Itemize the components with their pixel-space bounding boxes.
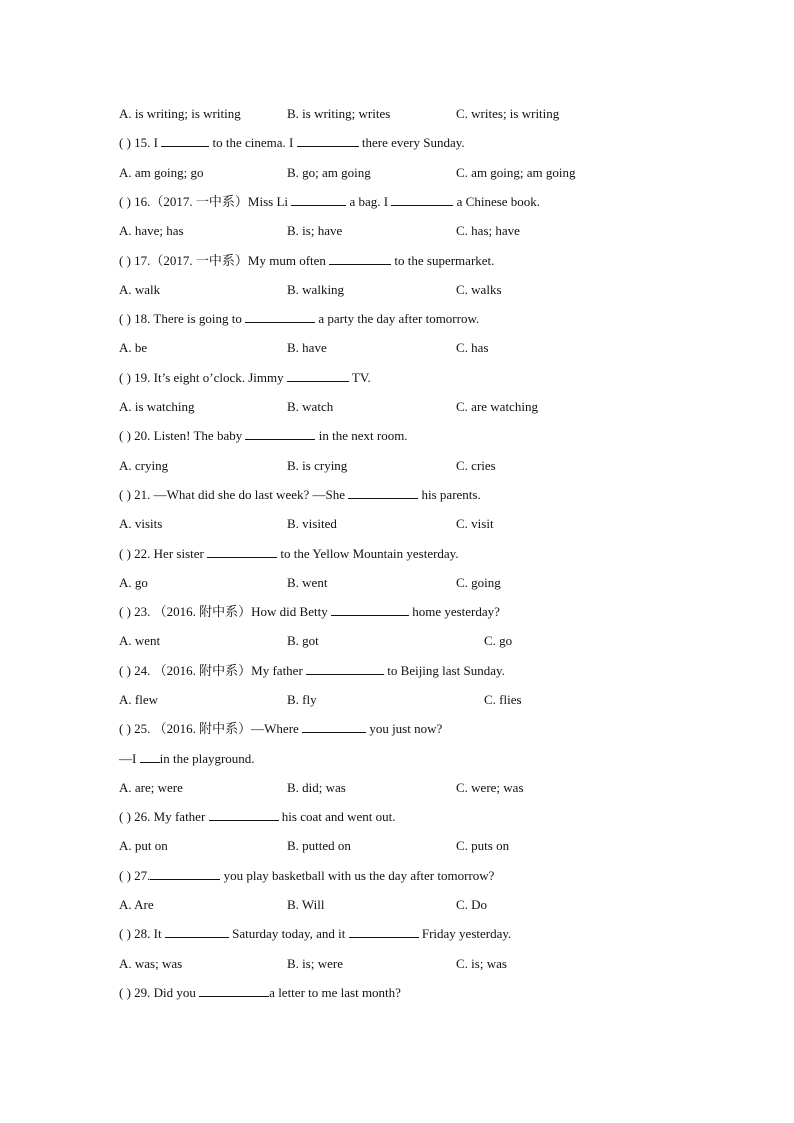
answer-blank[interactable]	[306, 662, 384, 675]
question-prompt	[119, 368, 371, 388]
prompt-text: a party the day after tomorrow.	[315, 311, 480, 326]
options-21	[0, 514, 794, 534]
option-c: C. is; was	[456, 956, 507, 971]
question-17	[0, 251, 794, 271]
options-23	[0, 631, 794, 651]
question-26	[0, 807, 794, 827]
option-a: A. went	[119, 633, 161, 648]
options-26	[0, 836, 794, 856]
options-14	[0, 104, 794, 124]
options-25	[0, 778, 794, 798]
options-28	[0, 954, 794, 974]
prompt-text: to Beijing last Sunday.	[384, 663, 505, 678]
question-16	[0, 192, 794, 212]
option-b: B. go; am going	[287, 165, 371, 180]
option-b: B. have	[287, 340, 327, 355]
option-a: A. go	[119, 575, 148, 590]
option-c: C. are watching	[456, 399, 538, 414]
prompt-text: ( ) 27.	[119, 868, 151, 883]
answer-blank[interactable]	[329, 252, 391, 265]
question-25	[0, 719, 794, 739]
prompt-text: ( ) 23. （2016. 附中系）How did Betty	[119, 604, 331, 619]
prompt-text: there every Sunday.	[358, 135, 465, 150]
option-a: A. visits	[119, 516, 163, 531]
prompt-text: in the playground.	[159, 751, 255, 766]
question-prompt-continuation	[119, 749, 255, 769]
options-15	[0, 163, 794, 183]
option-b: B. Will	[287, 897, 325, 912]
question-25-continuation	[0, 749, 794, 769]
options-17	[0, 280, 794, 300]
answer-blank[interactable]	[140, 750, 160, 763]
prompt-text: ( ) 15. I	[119, 135, 162, 150]
answer-blank[interactable]	[349, 925, 419, 938]
answer-blank[interactable]	[207, 545, 277, 558]
prompt-text: Saturday today, and it	[228, 926, 349, 941]
option-a: A. put on	[119, 838, 168, 853]
option-b: B. went	[287, 575, 328, 590]
option-b: B. got	[287, 633, 319, 648]
prompt-text: you play basketball with us the day after tomorrow?	[220, 868, 495, 883]
prompt-text: you just now?	[366, 721, 443, 736]
option-c: C. going	[456, 575, 501, 590]
option-c: C. am going; am going	[456, 165, 576, 180]
option-b: B. is writing; writes	[287, 106, 391, 121]
options-19	[0, 397, 794, 417]
prompt-text: Friday yesterday.	[418, 926, 512, 941]
prompt-text: ( ) 17.（2017. 一中系）My mum often	[119, 253, 330, 268]
question-23	[0, 602, 794, 622]
prompt-text: ( ) 25. （2016. 附中系）—Where	[119, 721, 303, 736]
option-a: A. Are	[119, 897, 154, 912]
answer-blank[interactable]	[165, 925, 229, 938]
option-a: A. am going; go	[119, 165, 204, 180]
question-19	[0, 368, 794, 388]
options-24	[0, 690, 794, 710]
answer-blank[interactable]	[161, 134, 209, 147]
question-prompt	[119, 309, 479, 329]
question-prompt	[119, 192, 540, 212]
question-24	[0, 661, 794, 681]
prompt-text: ( ) 16.（2017. 一中系）Miss Li	[119, 194, 292, 209]
option-b: B. putted on	[287, 838, 351, 853]
question-15	[0, 133, 794, 153]
answer-blank[interactable]	[209, 808, 279, 821]
question-20	[0, 426, 794, 446]
question-prompt	[119, 251, 494, 271]
question-18	[0, 309, 794, 329]
prompt-text: to the Yellow Mountain yesterday.	[277, 546, 459, 561]
question-prompt	[119, 426, 408, 446]
question-prompt	[119, 485, 481, 505]
prompt-text: a letter to me last month?	[269, 985, 401, 1000]
prompt-text: ( ) 18. There is going to	[119, 311, 246, 326]
question-22	[0, 544, 794, 564]
prompt-text: home yesterday?	[408, 604, 500, 619]
option-c: C. cries	[456, 458, 496, 473]
option-a: A. is writing; is writing	[119, 106, 241, 121]
option-a: A. crying	[119, 458, 169, 473]
prompt-text: to the supermarket.	[391, 253, 495, 268]
question-prompt	[119, 602, 500, 622]
question-21	[0, 485, 794, 505]
answer-blank[interactable]	[391, 193, 453, 206]
question-prompt	[119, 661, 505, 681]
question-prompt	[119, 133, 465, 153]
prompt-text: to the cinema. I	[209, 135, 297, 150]
answer-blank[interactable]	[150, 867, 220, 880]
option-b: B. is; have	[287, 223, 343, 238]
answer-blank[interactable]	[297, 134, 359, 147]
prompt-text: in the next room.	[315, 428, 408, 443]
option-a: A. is watching	[119, 399, 195, 414]
question-prompt	[119, 807, 396, 827]
question-prompt	[119, 544, 459, 564]
option-a: A. are; were	[119, 780, 183, 795]
prompt-text: ( ) 21. —What did she do last week? —She	[119, 487, 349, 502]
options-16	[0, 221, 794, 241]
prompt-text: ( ) 26. My father	[119, 809, 209, 824]
option-b: B. watch	[287, 399, 334, 414]
prompt-text: TV.	[348, 370, 371, 385]
prompt-text: ( ) 29. Did you	[119, 985, 200, 1000]
answer-blank[interactable]	[245, 427, 315, 440]
option-a: A. flew	[119, 692, 158, 707]
option-b: B. is crying	[287, 458, 348, 473]
question-prompt	[119, 924, 511, 944]
option-c: C. has	[456, 340, 489, 355]
option-c: C. were; was	[456, 780, 524, 795]
prompt-text: ( ) 20. Listen! The baby	[119, 428, 246, 443]
option-c: C. go	[484, 633, 513, 648]
option-c: C. visit	[456, 516, 494, 531]
option-b: B. fly	[287, 692, 317, 707]
option-c: C. puts on	[456, 838, 510, 853]
option-a: A. was; was	[119, 956, 183, 971]
option-a: A. be	[119, 340, 148, 355]
options-18	[0, 338, 794, 358]
option-c: C. flies	[484, 692, 522, 707]
question-prompt	[119, 719, 442, 739]
option-c: C. Do	[456, 897, 488, 912]
answer-blank[interactable]	[348, 486, 418, 499]
answer-blank[interactable]	[287, 369, 349, 382]
prompt-text: ( ) 22. Her sister	[119, 546, 208, 561]
question-prompt	[119, 866, 494, 886]
prompt-text: a bag. I	[346, 194, 392, 209]
prompt-text: ( ) 28. It	[119, 926, 165, 941]
option-c: C. has; have	[456, 223, 520, 238]
prompt-text: —I	[119, 751, 140, 766]
option-a: A. walk	[119, 282, 161, 297]
option-a: A. have; has	[119, 223, 184, 238]
question-29	[0, 983, 794, 1003]
answer-blank[interactable]	[302, 720, 366, 733]
answer-blank[interactable]	[199, 984, 269, 997]
answer-blank[interactable]	[331, 603, 409, 616]
option-c: C. writes; is writing	[456, 106, 560, 121]
prompt-text: a Chinese book.	[453, 194, 541, 209]
answer-blank[interactable]	[245, 310, 315, 323]
options-27	[0, 895, 794, 915]
question-27	[0, 866, 794, 886]
answer-blank[interactable]	[291, 193, 346, 206]
prompt-text: ( ) 24. （2016. 附中系）My father	[119, 663, 307, 678]
question-prompt	[119, 983, 401, 1003]
prompt-text: his coat and went out.	[278, 809, 396, 824]
prompt-text: ( ) 19. It’s eight o’clock. Jimmy	[119, 370, 287, 385]
prompt-text: his parents.	[418, 487, 481, 502]
question-28	[0, 924, 794, 944]
options-22	[0, 573, 794, 593]
options-20	[0, 456, 794, 476]
option-b: B. is; were	[287, 956, 343, 971]
option-b: B. walking	[287, 282, 345, 297]
option-b: B. did; was	[287, 780, 346, 795]
option-b: B. visited	[287, 516, 337, 531]
option-c: C. walks	[456, 282, 502, 297]
